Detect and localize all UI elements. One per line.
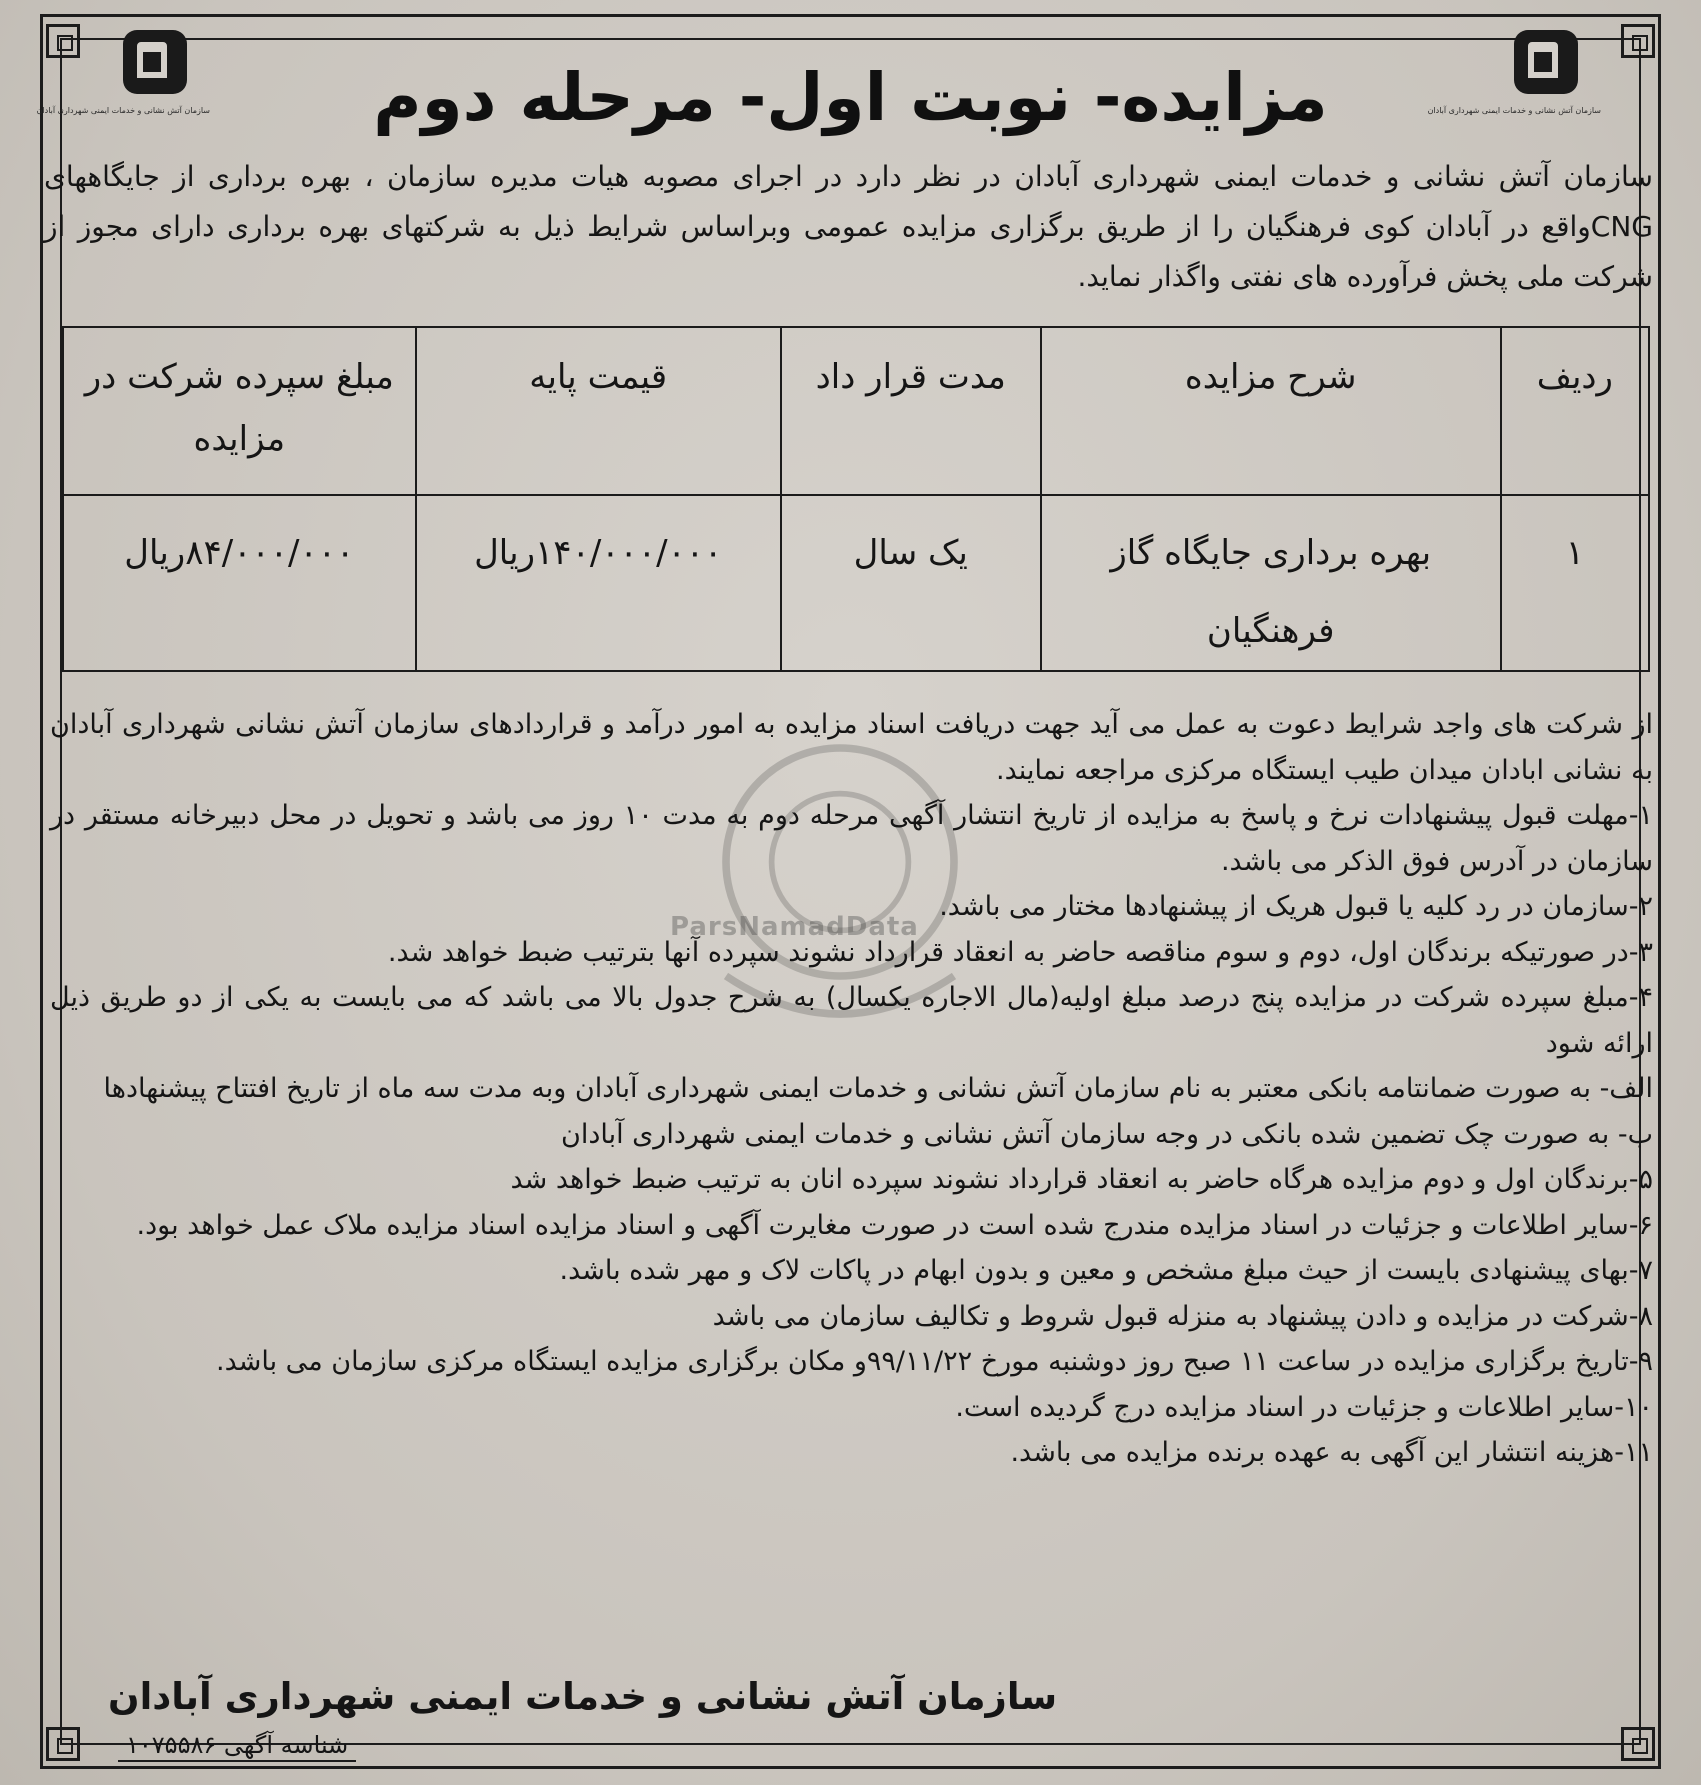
condition-item-4a: الف- به صورت ضمانتامه بانکی معتبر به نام سازمان آتش نشانی و خدمات ایمنی شهرداری آبادان وبه مدت سه ماه از تاریخ افتتاح پیشنهادها — [103, 1073, 1653, 1104]
condition-item-11: ۱۱-هزینه انتشار این آگهی به عهده برنده مزایده می باشد. — [1010, 1437, 1653, 1468]
cell-row-number: ۱ — [1501, 495, 1649, 671]
footer-organization: سازمان آتش نشانی و خدمات ایمنی شهرداری آبادان — [108, 1675, 1058, 1718]
auction-table-container — [62, 326, 1650, 664]
corner-ornament-bottom-left — [46, 1727, 80, 1761]
corner-ornament-top-right — [1621, 24, 1655, 58]
logo-caption-left: سازمان آتش نشانی و خدمات ایمنی شهرداری آبادان — [36, 106, 210, 115]
intro-paragraph — [44, 152, 1653, 302]
condition-item-7: ۷-بهای پیشنهادی بایست از حیث مبلغ مشخص و معین و بدون ابهام در پاکات لاک و مهر شده باشد. — [559, 1255, 1653, 1286]
auction-table — [62, 326, 1650, 672]
table-row — [63, 495, 1649, 671]
condition-item-2: ۲-سازمان در رد کلیه یا قبول هریک از پیشنهادها مختار می باشد. — [939, 891, 1653, 922]
intro-text: سازمان آتش نشانی و خدمات ایمنی شهرداری آبادان در نظر دارد در اجرای مصوبه هیات مدیره سازمان ، بهره برداری از جایگاههای CNGواقع در آبادان کوی فرهنگیان را از طریق برگزاری مزایده عمومی وبراساس شرایط ذیل به شرکتهای بهره برداری دارای مجوز از شرکت ملی پخش فرآورده های نفتی واگذار نماید. — [44, 160, 1653, 293]
table-header-row — [63, 327, 1649, 495]
corner-ornament-top-left — [46, 24, 80, 58]
condition-item-6: ۶-سایر اطلاعات و جزئیات در اسناد مزایده مندرج شده است در صورت مغایرت آگهی و اسناد مزایده اسناد مزایده ملاک عمل خواهد بود. — [136, 1209, 1653, 1241]
logo-caption-right: سازمان آتش نشانی و خدمات ایمنی شهرداری آبادان — [1427, 106, 1601, 115]
header-base-price: قیمت پایه — [416, 327, 781, 495]
cell-base-price: ۱۴۰/۰۰۰/۰۰۰ریال — [416, 495, 781, 671]
header-description: شرح مزایده — [1041, 327, 1501, 495]
cell-description: بهره برداری جایگاه گاز فرهنگیان — [1041, 495, 1501, 671]
corner-ornament-bottom-right — [1621, 1727, 1655, 1761]
condition-item-10: ۱۰-سایر اطلاعات و جزئیات در اسناد مزایده درج گردیده است. — [955, 1391, 1653, 1423]
condition-item-4b: ب- به صورت چک تضمین شده بانکی در وجه سازمان آتش نشانی و خدمات ایمنی شهرداری آبادان — [560, 1118, 1653, 1150]
condition-item-8: ۸-شرکت در مزایده و دادن پیشنهاد به منزله قبول شروط و تکالیف سازمان می باشد — [712, 1300, 1653, 1332]
header-deposit: مبلغ سپرده شرکت در مزایده — [63, 327, 416, 495]
condition-item-4: ۴-مبلغ سپرده شرکت در مزایده پنج درصد مبلغ اولیه(مال الاجاره یکسال) به شرح جدول بالا می باشد که می بایست به یکی از دو طریق ذیل ارائه شود — [50, 982, 1653, 1059]
header-duration: مدت قرار داد — [781, 327, 1041, 495]
condition-item-5: ۵-برندگان اول و دوم مزایده هرگاه حاضر به انعقاد قرارداد نشوند سپرده انان به ترتیب ضبط خواهد شد — [510, 1164, 1653, 1195]
cell-deposit: ۸۴/۰۰۰/۰۰۰ریال — [63, 495, 416, 671]
header-row-number: ردیف — [1501, 327, 1649, 495]
footer-ad-id: شناسه آگهی ۱۰۷۵۵۸۶ — [118, 1730, 356, 1762]
invitation-paragraph: از شرکت های واجد شرایط دعوت به عمل می آید جهت دریافت اسناد مزایده به امور درآمد و قراردادهای سازمان آتش نشانی شهرداری آبادان به نشانی ابادان میدان طیب ایستگاه مرکزی مراجعه نمایند. — [50, 709, 1653, 786]
conditions-section — [50, 702, 1653, 1476]
condition-item-1: ۱-مهلت قبول پیشنهادات نرخ و پاسخ به مزایده از تاریخ انتشار آگهی مرحله دوم به مدت ۱۰ روز می باشد و تحویل در محل دبیرخانه مستقر در سازمان در آدرس فوق الذکر می باشد. — [50, 800, 1653, 877]
condition-item-3: ۳-در صورتیکه برندگان اول، دوم و سوم مناقصه حاضر به انعقاد قرارداد نشوند سپرده آنها بترتیب ضبط خواهد شد. — [387, 936, 1653, 968]
notice-title: مزایده- نوبت اول- مرحله دوم — [373, 59, 1328, 136]
watermark-text: ParsNamadData — [670, 912, 919, 942]
cell-duration: یک سال — [781, 495, 1041, 671]
condition-item-9: ۹-تاریخ برگزاری مزایده در ساعت ۱۱ صبح روز دوشنبه مورخ ۹۹/۱۱/۲۲و مکان برگزاری مزایده ایستگاه مرکزی سازمان می باشد. — [215, 1346, 1653, 1377]
